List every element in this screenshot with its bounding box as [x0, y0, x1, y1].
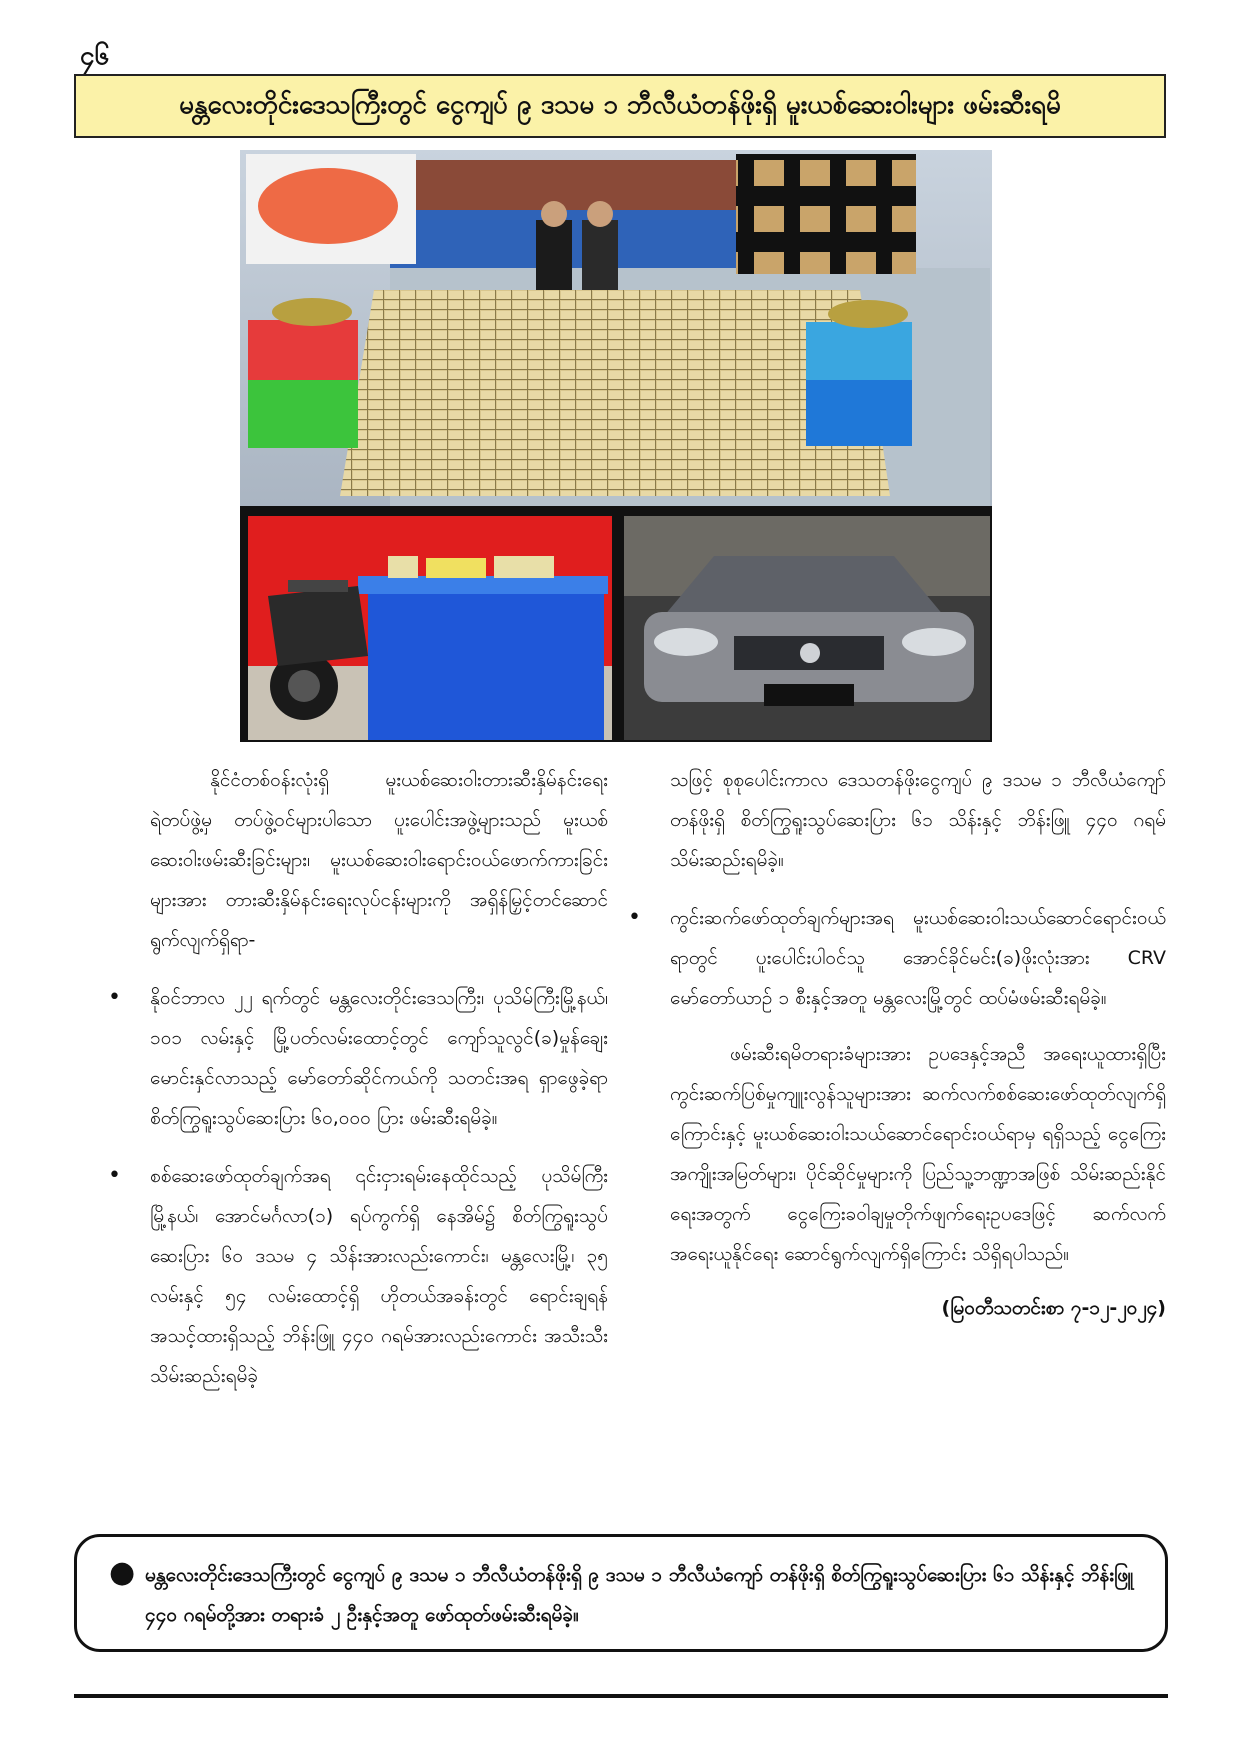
bullet-icon: ● [109, 1555, 136, 1590]
headline-box [74, 74, 1166, 138]
article-left-column [108, 760, 608, 1396]
headline: မန္တလေးတိုင်းဒေသကြီးတွင် ငွေကျပ် ၉ ဒသမ ၁ ဘီလီယံတန်ဖိုးရှိ မူးယစ်ဆေးဝါးများ ဖမ်းဆီးရမိ [179, 89, 1061, 120]
continuation-paragraph: သဖြင့် စုစုပေါင်းကာလ ဒေသတန်ဖိုးငွေကျပ် ၉ ဒသမ ၁ ဘီလီယံကျော်တန်ဖိုးရှိ စိတ်ကြွရူးသွပ်ဆေးပြား ၆၁ သိန်းနှင့် ဘိန်းဖြူ ၄၄၀ ဂရမ် သိမ်းဆည်းရမိခဲ့။ [670, 769, 1166, 871]
motorcycle-illustration [248, 516, 612, 740]
bullet-icon: • [108, 985, 121, 1010]
bullet-icon: • [108, 1163, 121, 1188]
page-number: ၄၆ [80, 41, 110, 71]
intro-paragraph: နိုင်ငံတစ်ဝန်းလုံးရှိ မူးယစ်ဆေးဝါးတားဆီးနှိမ်နင်းရေး ရဲတပ်ဖွဲ့မှ တပ်ဖွဲ့ဝင်များပါသော ပူးပေါင်းအဖွဲ့များသည် မူးယစ်ဆေးဝါးဖမ်းဆီးခြင်းများ၊ မူးယစ်ဆေးဝါးရောင်းဝယ်ဖောက်ကားခြင်းများအား တားဆီးနှိမ်နင်းရေးလုပ်ငန်းများကို အရှိန်မြှင့်တင်ဆောင်ရွက်လျက်ရှိရာ- [150, 769, 608, 951]
bullet-text: နိုဝင်ဘာလ ၂၂ ရက်တွင် မန္တလေးတိုင်းဒေသကြီး၊ ပုသိမ်ကြီးမြို့နယ်၊ ၁၀၁ လမ်းနှင့် မြို့ပတ်လမ်းထောင့်တွင် ကျော်သူလွင်(ခ)မှုန်ချေးမောင်းနှင်လာသည့် မော်တော်ဆိုင်ကယ်ကို သတင်းအရ ရှာဖွေခဲ့ရာ စိတ်ကြွရူးသွပ်ဆေးပြား ၆၀,၀၀၀ ပြား ဖမ်းဆီးရမိခဲ့။ [150, 987, 608, 1129]
list-item [108, 1156, 608, 1396]
motorcycle-evidence-photo [248, 516, 612, 740]
bullet-icon: • [628, 905, 641, 930]
list-item [628, 898, 1166, 1018]
source-citation: (မြဝတီသတင်းစာ ၇-၁၂-၂၀၂၄) [941, 1297, 1166, 1319]
list-item [108, 978, 608, 1138]
article-right-column [628, 760, 1166, 1328]
bullet-text: ကွင်းဆက်ဖော်ထုတ်ချက်များအရ မူးယစ်ဆေးဝါးသယ်ဆောင်ရောင်းဝယ်ရာတွင် ပူးပေါင်းပါဝင်သူ အောင်ခိုင်မင်း(ခ)ဖိုးလုံးအား CRV မော်တော်ယာဉ် ၁ စီးနှင့်အတူ မန္တလေးမြို့တွင် ထပ်မံဖမ်းဆီးရမိခဲ့။ [670, 907, 1166, 1009]
car-illustration [624, 516, 990, 740]
closing-paragraph: ဖမ်းဆီးရမိတရားခံများအား ဥပဒေနှင့်အညီ အရေးယူထားရှိပြီး ကွင်းဆက်ပြစ်မှုကျူးလွန်သူများအား ဆက်လက်စစ်ဆေးဖော်ထုတ်လျက်ရှိကြောင်းနှင့် မူးယစ်ဆေးဝါးသယ်ဆောင်ရောင်းဝယ်ရာမှ ရရှိသည့် ငွေကြေးအကျိုးအမြတ်များ၊ ပိုင်ဆိုင်မှုများကို ပြည်သူ့ဘဏ္ဍာအဖြစ် သိမ်းဆည်းနိုင်ရေးအတွက် ငွေကြေးခဝါချမှုတိုက်ဖျက်ရေးဥပဒေဖြင့် ဆက်လက်အရေးယူနိုင်ရေး ဆောင်ရွက်လျက်ရှိကြောင်း သိရှိရပါသည်။ [670, 1043, 1166, 1265]
seizure-main-photo [240, 150, 992, 508]
summary-box [74, 1534, 1168, 1652]
bullet-text: စစ်ဆေးဖော်ထုတ်ချက်အရ ၎င်းငှားရမ်းနေထိုင်သည့် ပုသိမ်ကြီးမြို့နယ်၊ အောင်မင်္ဂလာ(၁) ရပ်ကွက်ရှိ နေအိမ်၌ စိတ်ကြွရူးသွပ်ဆေးပြား ၆၀ ဒသမ ၄ သိန်းအားလည်းကောင်း၊ မန္တလေးမြို့၊ ၃၅ လမ်းနှင့် ၅၄ လမ်းထောင့်ရှိ ဟိုတယ်အခန်းတွင် ရောင်းချရန် အသင့်ထားရှိသည့် ဘိန်းဖြူ ၄၄၀ ဂရမ်အားလည်းကောင်း အသီးသီးသိမ်းဆည်းရမိခဲ့ [150, 1165, 608, 1387]
seizure-scene-illustration [240, 150, 992, 508]
crv-vehicle-photo [624, 516, 990, 740]
bottom-divider [74, 1694, 1168, 1698]
summary-text: မန္တလေးတိုင်းဒေသကြီးတွင် ငွေကျပ် ၉ ဒသမ ၁ ဘီလီယံတန်ဖိုးရှိ ၉ ဒသမ ၁ ဘီလီယံကျော် တန်ဖိုးရှိ စိတ်ကြွရူးသွပ်ဆေးပြား ၆၁ သိန်းနှင့် ဘိန်းဖြူ ၄၄၀ ဂရမ်တို့အား တရားခံ ၂ ဦးနှင့်အတူ ဖော်ထုတ်ဖမ်းဆီးရမိခဲ့။ [145, 1564, 1134, 1626]
